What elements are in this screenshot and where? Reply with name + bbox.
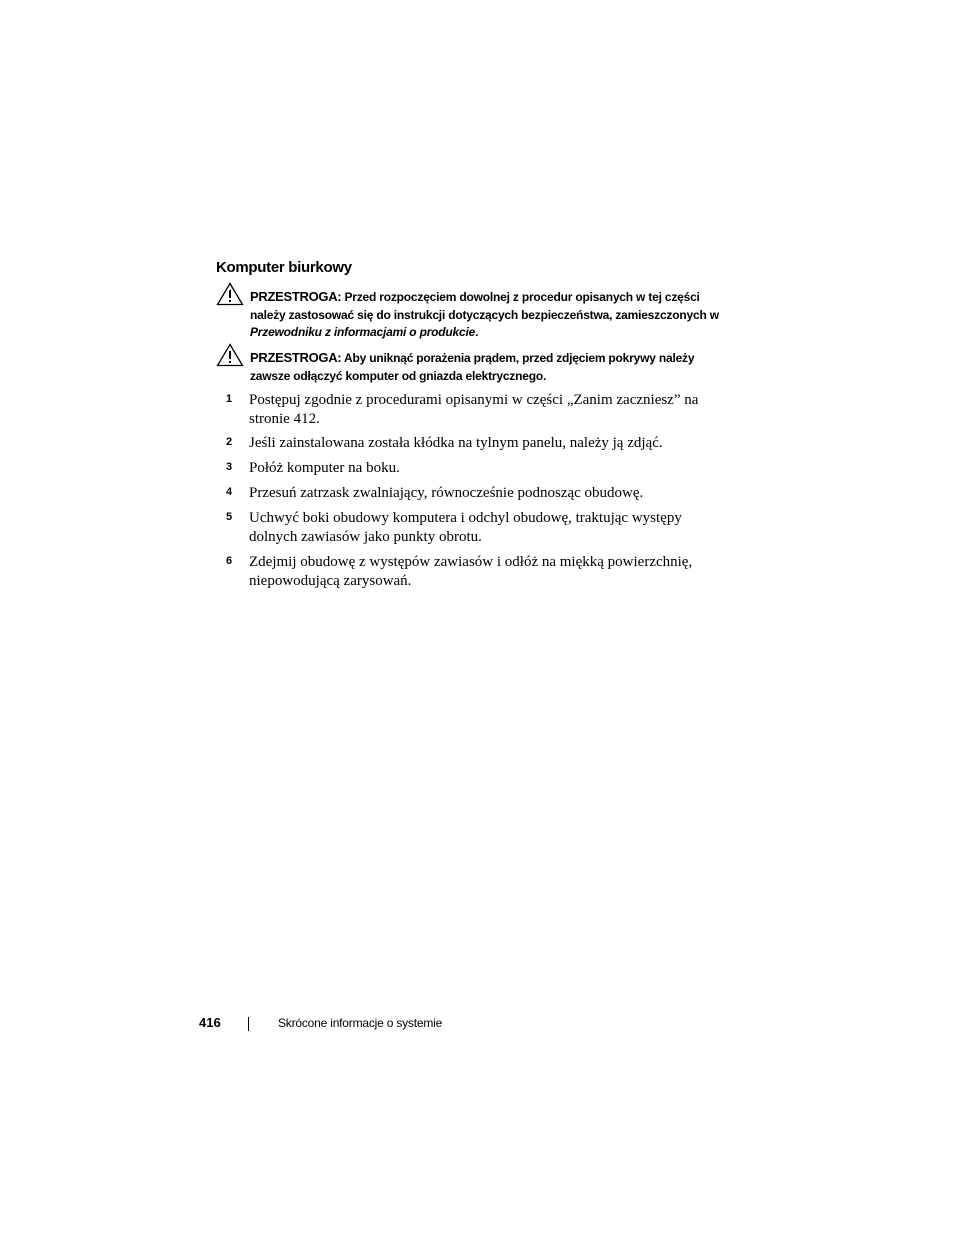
step-text: Uchwyć boki obudowy komputera i odchyl obudowę, traktując występy dolnych zawiasów jako punkty obrotu. <box>249 510 682 545</box>
caution-emphasis: Przewodniku z informacjami o produkcie <box>250 325 476 339</box>
caution-label: PRZESTROGA: <box>250 350 342 365</box>
step-number: 1 <box>226 393 233 405</box>
caution-text: Przed rozpoczęciem dowolnej z procedur opisanych w tej części należy zastosować się do instrukcji dotyczących bezpieczeństwa, zamieszczonych w <box>250 290 719 322</box>
step-number: 5 <box>226 511 233 523</box>
warning-triangle-icon <box>216 282 244 306</box>
section-title: Komputer biurkowy <box>216 259 352 276</box>
step-text: Połóż komputer na boku. <box>249 460 400 476</box>
caution-suffix: . <box>475 325 479 339</box>
step-text: Postępuj zgodnie z procedurami opisanymi w części „Zanim zaczniesz” na stronie 412. <box>249 392 699 427</box>
step-number: 3 <box>226 461 233 473</box>
warning-triangle-icon <box>216 343 244 367</box>
step-number: 4 <box>226 486 233 498</box>
caution-label: PRZESTROGA: <box>250 289 342 304</box>
step-number: 6 <box>226 555 233 567</box>
footer-title: Skrócone informacje o systemie <box>278 1016 443 1030</box>
page-number: 416 <box>199 1015 221 1030</box>
footer-divider <box>248 1017 249 1031</box>
step-text: Zdejmij obudowę z występów zawiasów i odłóż na miękką powierzchnię, niepowodującą zarysowań. <box>249 554 693 589</box>
caution-text: Aby uniknąć porażenia prądem, przed zdjęciem pokrywy należy zawsze odłączyć komputer od gniazda elektrycznego. <box>250 351 695 383</box>
step-number: 2 <box>226 436 233 448</box>
step-text: Jeśli zainstalowana została kłódka na tylnym panelu, należy ją zdjąć. <box>249 435 663 451</box>
step-text: Przesuń zatrzask zwalniający, równocześnie podnosząc obudowę. <box>249 485 644 501</box>
